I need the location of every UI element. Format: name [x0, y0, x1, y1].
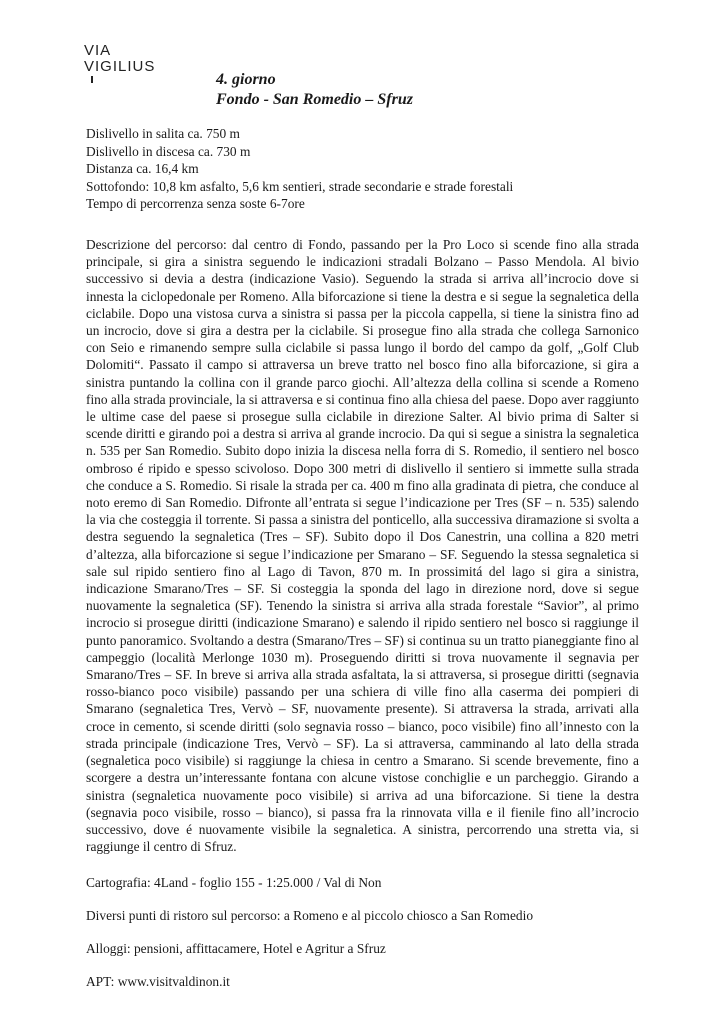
- logo-mark: [91, 76, 93, 83]
- page-title: [216, 70, 413, 110]
- logo-text-via: VIA: [84, 42, 112, 59]
- route-description: Descrizione del percorso: dal centro di Fondo, passando per la Pro Loco si scende fino alla strada principale, si gira a sinistra seguendo le indicazioni stradali Bolzano – Passo Mendola. Al bivio successivo si devia a destra (indicazione Vasio). Seguendo la strada si arriva all’incrocio dove si innesta la ciclopedonale per Romeno. Alla biforcazione si tiene la destra e si segue la segnaletica della ciclabile. Dopo una vistosa curva a sinistra si passa per la piccola cappella, si tiene la sinistra fino ad un incrocio, dove si gira a destra per la ciclabile. Si prosegue fino alla strada che collega Sarnonico con Seio e rimanendo sempre sulla ciclabile si passa lungo il bordo del campo da golf, „Golf Club Dolomiti“. Passato il campo si attraversa un breve tratto nel bosco fino alla biforcazione, si gira a sinistra puntando la collina con il grande parco giochi. All’altezza della collina si scende a Romeno fino alla strada provinciale, la si attraversa e si continua fino alla chiesa del paese. Dopo aver raggiunto le ultime case del paese si prosegue sulla ciclabile in direzione Salter. Al bivio prima di Salter si scende diritti e girando poi a destra si arriva al grande incrocio. Da qui si segue a sinistra la segnaletica n. 535 per San Romedio. Subito dopo inizia la discesa nella forra di S. Romedio, il sentiero nel bosco ombroso é ripido e spesso scivoloso. Dopo 300 metri di dislivello il sentiero si immette sulla strada che conduce a S. Romedio. Si risale la strada per ca. 400 m fino alla gradinata di pietra, che conduce al noto eremo di San Romedio. Difronte all’entrata si segue l’indicazione per Tres (SF – n. 535) salendo la via che costeggia il torrente. Si passa a sinistra del ponticello, alla successiva diramazione si svolta a destra seguendo la segnaletica (Tres – SF). Subito dopo il Dos Canestrin, una collina a 820 metri d’altezza, alla biforcazione si segue l’indicazione per Smarano – SF. Seguendo la stessa segnaletica si sale sul ripido sentiero fino al Lago di Tavon, 870 m. In prossimitá del lago si gira a sinistra, indicazione Smarano/Tres – SF. Si costeggia la sponda del lago in direzione nord, dove si segue nuovamente la segnaletica (SF). Tenendo la sinistra si arriva alla strada forestale “Savior”, al primo incrocio si prosegue diritti (indicazione Smarano) e salendo il ripido sentiero nel bosco si raggiunge il punto panoramico. Svoltando a destra (Smarano/Tres – SF) si continua su un tratto pianeggiante fino al campeggio (località Merlonge 1030 m). Proseguendo diritti si trova nuovamente il segnavia per Smarano/Tres – SF. In breve si arriva alla strada asfaltata, la si attraversa, si prosegue diritti (segnavia rosso-bianco poco visibile) passando per una schiera di ville fino alla caserma dei pompieri di Smarano (segnaletica Tres, Vervò – SF, nuovamente presente). Si attraversa la strada, arrivati alla croce in cemento, si scende diritti (solo segnavia rosso – bianco, poco visibile) fino all’innesto con la strada principale (indicazione Tres, Vervò – SF). La si attraversa, camminando al lato della strada (segnaletica poco visibile) si raggiunge la chiesa in centro a Smarano. Si scende brevemente, fino a scorgere a destra un’interessante fontana con alcune vistose conchiglie e un parcheggio. Girando a sinistra (segnaletica nuovamente poco visibile) si arriva ad una biforcazione. Si tiene la destra (segnavia poco visibile, rosso – bianco), si passa fra la rinnovata villa e il fienile fino all’incrocio successivo, dove é nuovamente visibile la segnaletica. A sinistra, percorrendo una stretta via, si raggiunge il centro di Sfruz.: [86, 237, 639, 855]
- route-heading: Fondo - San Romedio – Sfruz: [216, 91, 413, 108]
- stat-surface: Sottofondo: 10,8 km asfalto, 5,6 km sentieri, strade secondarie e strade forestali: [86, 178, 514, 194]
- stat-descent: Dislivello in discesa ca. 730 m: [86, 143, 251, 159]
- day-heading: 4. giorno: [216, 71, 276, 88]
- via-vigilius-logo: [84, 43, 174, 83]
- logo-text-vigilius: VIGILIUS: [84, 58, 156, 75]
- lodging-text: Alloggi: pensioni, affittacamere, Hotel e Agritur a Sfruz: [86, 941, 386, 956]
- apt-text: APT: www.visitvaldinon.it: [86, 974, 230, 989]
- cartography-text: Cartografia: 4Land - foglio 155 - 1:25.000 / Val di Non: [86, 875, 382, 890]
- refreshment-text: Diversi punti di ristoro sul percorso: a Romeno e al piccolo chiosco a San Romedio: [86, 908, 534, 923]
- stat-distance: Distanza ca. 16,4 km: [86, 161, 199, 176]
- stat-time: Tempo di percorrenza senza soste 6-7ore: [86, 196, 305, 211]
- stat-ascent: Dislivello in salita ca. 750 m: [86, 126, 240, 141]
- route-stats: [86, 125, 513, 213]
